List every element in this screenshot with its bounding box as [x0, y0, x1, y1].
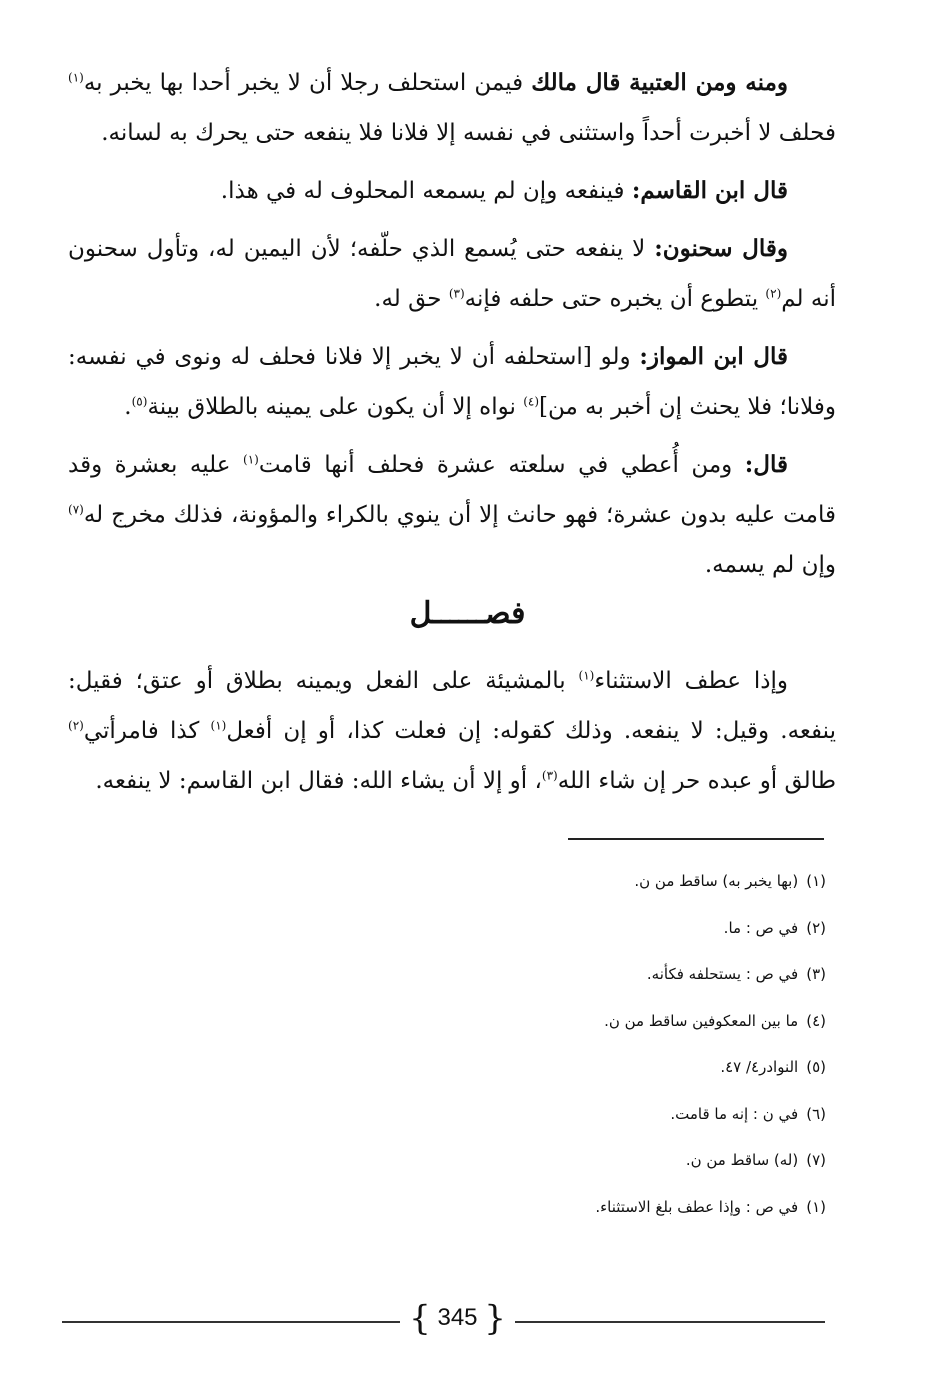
- paragraph-text: فينفعه وإن لم يسمعه المحلوف له في هذا.: [220, 178, 632, 204]
- footnote-ref: (٧): [68, 502, 84, 517]
- page-number-block: [400, 1296, 515, 1341]
- paragraph-lead: قال ابن المواز:: [639, 343, 789, 370]
- footnote-item: [540, 1192, 826, 1239]
- paragraph-lead: ومنه ومن العتبية قال مالك: [531, 69, 788, 96]
- paragraph-text: كذا فامرأتي: [83, 718, 211, 744]
- paragraph-text: فيمن استحلف رجلا أن لا يخبر أحدا بها يخبر به: [83, 70, 524, 96]
- paragraph-text: عليه بعشرة وقد قامت عليه بدون عشرة؛ فهو حانث إلا أن ينوي بالكراء والمؤونة، فذلك مخرج له: [68, 452, 836, 528]
- footnote-text: في ص : ما.: [723, 918, 799, 937]
- footer-rule-right: [515, 1321, 825, 1323]
- footnote-item: [540, 1052, 826, 1099]
- footnote-text: (بها يخبر به) ساقط من ن.: [634, 872, 799, 890]
- paragraph-text: ومن أُعطي في سلعته عشرة فحلف أنها قامت: [258, 452, 745, 478]
- paragraph-1: [68, 58, 836, 158]
- paragraph-text: طالق أو عبده حر إن شاء الله: [557, 768, 836, 794]
- footnote-number: (١): [806, 872, 826, 890]
- page-number: 345: [437, 1304, 478, 1331]
- paragraph-2: [68, 166, 836, 216]
- paragraph-text: وإن لم يسمه.: [704, 552, 836, 578]
- footnote-number: (٣): [806, 965, 826, 983]
- paragraph-text: فحلف لا أخبرت أحداً واستثنى في نفسه إلا فلانا فلا ينفعه حتى يحرك به لسانه.: [101, 120, 836, 146]
- paragraph-lead: قال:: [744, 451, 788, 478]
- section-paragraph: [68, 656, 836, 806]
- footnote-ref: (١): [210, 718, 227, 733]
- footnote-ref: (٢): [765, 286, 782, 301]
- paragraph-text: لا ينفعه حتى يُسمع الذي حلّفه؛ لأن اليمين له، وتأول سحنون أنه لم: [68, 236, 836, 312]
- footnote-item: [540, 1145, 826, 1192]
- footnote-text: في ص : وإذا عطف بلغ الاستثناء.: [595, 1197, 799, 1216]
- footnote-text: في ن : إنه ما قامت.: [670, 1104, 799, 1123]
- footnote-text: ما بين المعكوفين ساقط من ن.: [604, 1011, 799, 1030]
- footnote-number: (١): [806, 1197, 826, 1216]
- paragraph-text: ولو [استحلفه أن لا يخبر إلا فلانا فحلف له ونوى في نفسه: وفلانا؛ فلا يحنث إن أخبر به من]: [68, 344, 836, 420]
- paragraph-text: ، أو إلا أن يشاء الله: فقال ابن القاسم: لا ينفعه.: [95, 768, 542, 794]
- paragraph-text: يتطوع أن يخبره حتى حلفه فإنه: [464, 286, 766, 312]
- paragraph-text: حق له.: [374, 286, 449, 312]
- paragraph-text: نواه إلا أن يكون على يمينه بالطلاق بينة: [147, 394, 524, 420]
- footnote-item: [540, 959, 826, 1006]
- footnote-number: (٥): [806, 1058, 826, 1076]
- footnote-number: (٤): [806, 1011, 826, 1030]
- footnote-item: [540, 866, 826, 913]
- main-text: [68, 58, 836, 598]
- footnote-ref: (١): [243, 452, 259, 467]
- footnote-item: [540, 1006, 826, 1053]
- paragraph-5: [68, 440, 836, 590]
- paragraph-3: [68, 224, 836, 324]
- footnote-number: (٢): [806, 918, 826, 937]
- paragraph-text: وإذا عطف الاستثناء: [594, 668, 789, 694]
- right-bracket-glyph: }: [484, 1298, 506, 1339]
- footnote-separator: [568, 838, 824, 840]
- footnote-ref: (٢): [68, 718, 84, 733]
- footnote-ref: (١): [578, 668, 595, 683]
- paragraph-text: بالمشيئة على الفعل ويمينه بطلاق أو عتق؛ فقيل: ينفعه. وقيل: لا ينفعه. وذلك كقوله: إن فعلت كذا، أو إن أفعل: [68, 668, 836, 744]
- section-body: [68, 656, 836, 814]
- paragraph-lead: وقال سحنون:: [654, 235, 788, 262]
- footnote-item: [540, 1099, 826, 1146]
- footnote-text: (له) ساقط من ن.: [685, 1151, 799, 1169]
- footer-rule-left: [62, 1321, 400, 1323]
- paragraph-4: [68, 332, 836, 432]
- footnote-ref: (٥): [131, 394, 148, 409]
- paragraph-text: .: [124, 394, 132, 420]
- left-bracket-glyph: {: [409, 1298, 431, 1339]
- footnote-text: النوادر٤/ ٤٧.: [720, 1058, 799, 1076]
- footnote-text: في ص : يستحلفه فكأنه.: [646, 965, 799, 983]
- footnotes-list: [540, 866, 826, 1238]
- footnote-ref: (١): [68, 70, 84, 85]
- section-title: فصــــــل: [409, 596, 526, 631]
- footnote-ref: (٣): [448, 286, 465, 301]
- footnote-ref: (٣): [541, 768, 558, 783]
- paragraph-lead: قال ابن القاسم:: [631, 177, 788, 204]
- footnote-item: [540, 913, 826, 960]
- footnote-number: (٦): [806, 1104, 826, 1123]
- footnote-ref: (٤): [523, 394, 540, 409]
- footnote-number: (٧): [806, 1151, 826, 1169]
